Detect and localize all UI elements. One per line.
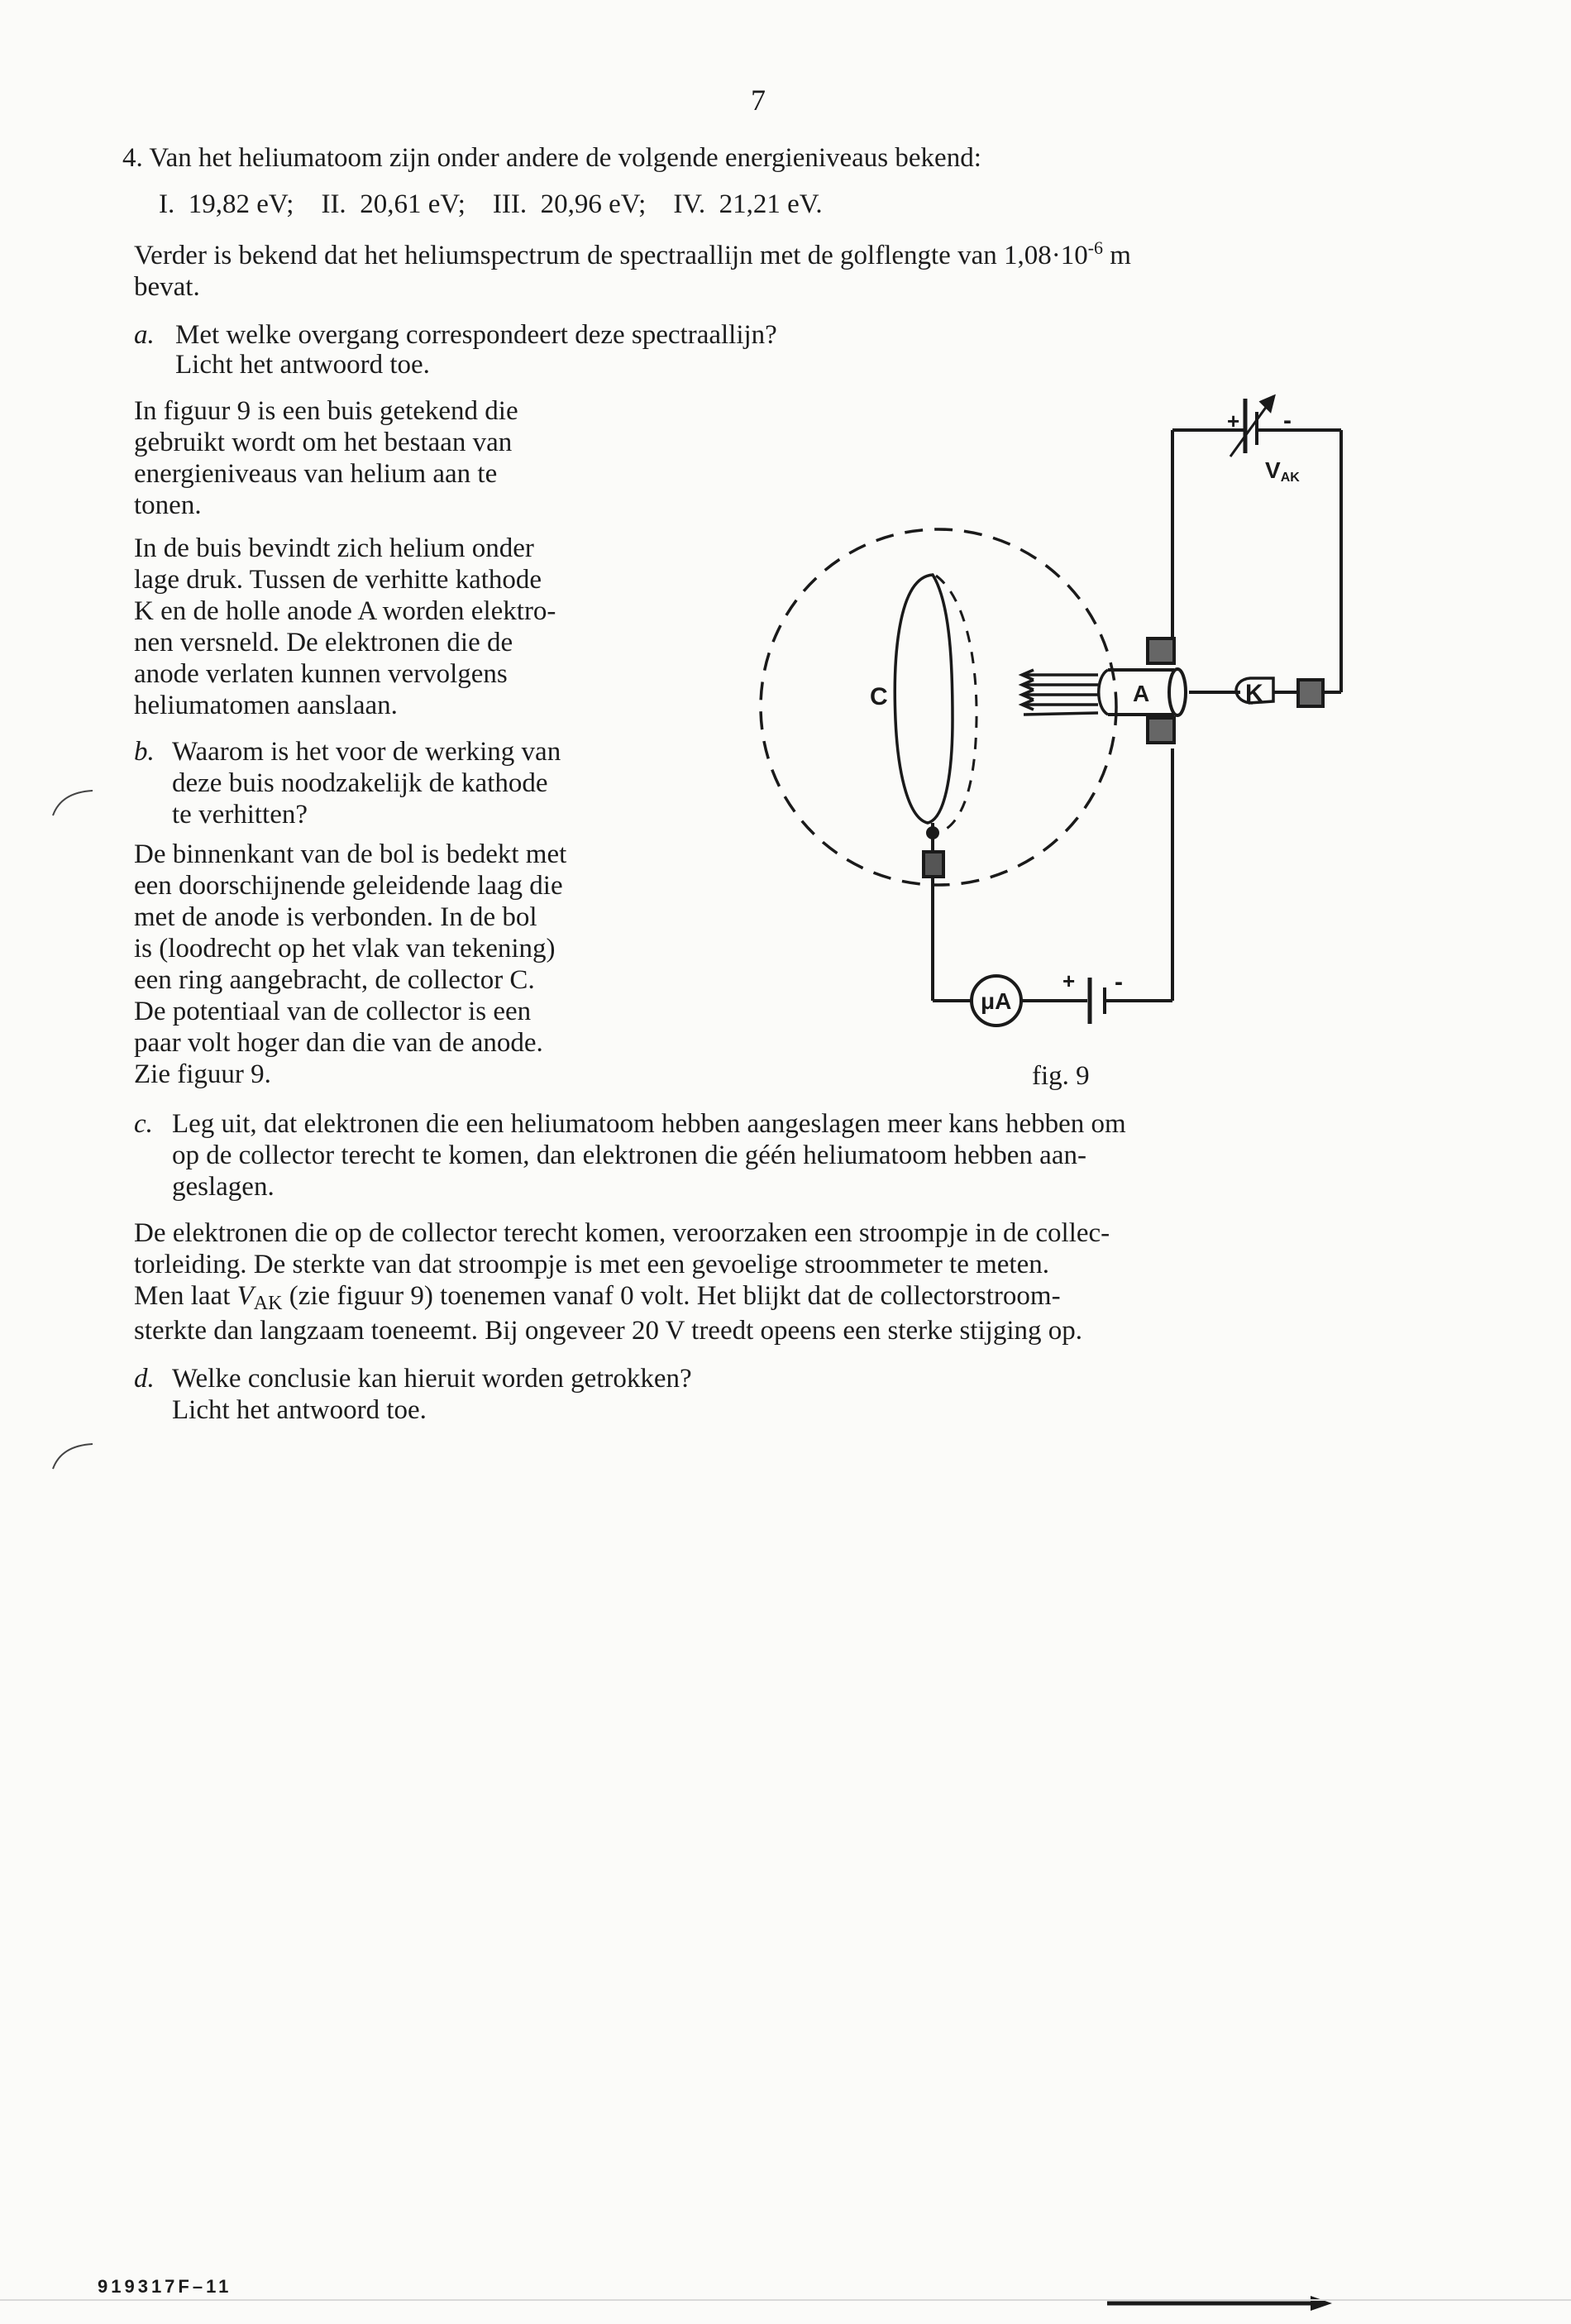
para2-line: nen versneld. De elektronen die de xyxy=(134,628,513,658)
subquestion-a-line1: Met welke overgang correspondeert deze spectraallijn? xyxy=(175,320,777,350)
label-plus-bottom: + xyxy=(1062,968,1076,993)
footer-code: 919317F–11 xyxy=(98,2276,232,2297)
para4-text: Men laat xyxy=(134,1281,237,1311)
spectrum-unit: m xyxy=(1103,241,1131,270)
exponent: -6 xyxy=(1087,237,1104,258)
next-page-arrow-icon xyxy=(1104,2291,1335,2316)
spectrum-text-line1 xyxy=(134,237,1131,274)
question-intro xyxy=(122,142,981,174)
para4-line3 xyxy=(134,1280,1061,1314)
collector-ring xyxy=(895,575,953,823)
page-bottom-rule xyxy=(0,2299,1571,2301)
figure-9-diagram xyxy=(744,389,1356,1100)
label-vak: VAK xyxy=(1265,457,1300,485)
para2-line: anode verlaten kunnen vervolgens xyxy=(134,659,508,689)
para2-line: lage druk. Tussen de verhitte kathode xyxy=(134,565,542,595)
label-microammeter: μA xyxy=(981,988,1012,1014)
para1-line: In figuur 9 is een buis getekend die xyxy=(134,396,518,426)
question-number: 4. xyxy=(122,143,143,173)
subquestion-c-line: Leg uit, dat elektronen die een heliumatoom hebben aangeslagen meer kans hebben om xyxy=(172,1109,1126,1139)
subquestion-a-label: a. xyxy=(134,320,155,350)
subquestion-b-line: Waarom is het voor de werking van xyxy=(172,737,561,767)
subquestion-a-line2: Licht het antwoord toe. xyxy=(175,350,430,380)
label-collector: C xyxy=(870,683,888,710)
page-number: 7 xyxy=(751,84,766,117)
para3-line: Zie figuur 9. xyxy=(134,1059,271,1089)
subquestion-d-line2: Licht het antwoord toe. xyxy=(172,1395,427,1425)
electron-beam-arrows xyxy=(1022,670,1098,715)
subquestion-c-line: geslagen. xyxy=(172,1172,275,1202)
label-anode: A xyxy=(1133,681,1150,706)
para3-line: is (loodrecht op het vlak van tekening) xyxy=(134,934,556,964)
level-label: I. xyxy=(159,189,175,219)
subquestion-b-line: deze buis noodzakelijk de kathode xyxy=(172,768,548,798)
subquestion-b-label: b. xyxy=(134,737,155,767)
question-intro-text: Van het heliumatoom zijn onder andere de volgende energieniveaus bekend: xyxy=(149,143,981,173)
label-cathode: K xyxy=(1245,680,1263,707)
label-plus-top: + xyxy=(1227,409,1240,433)
spectrum-text-line2: bevat. xyxy=(134,272,200,302)
seal-block-cathode xyxy=(1298,680,1323,706)
subquestion-b-line: te verhitten? xyxy=(172,800,308,830)
subquestion-d-label: d. xyxy=(134,1364,155,1394)
level-value: 20,96 eV; xyxy=(540,189,647,219)
subquestion-c-label: c. xyxy=(134,1109,153,1139)
para2-line: K en de holle anode A worden elektro- xyxy=(134,596,556,626)
para4-text: (zie figuur 9) toenemen vanaf 0 volt. Het blijkt dat de collectorstroom- xyxy=(282,1281,1061,1311)
level-label: IV. xyxy=(673,189,706,219)
para4-line4: sterkte dan langzaam toeneemt. Bij ongeveer 20 V treedt opeens een sterke stijging op. xyxy=(134,1316,1083,1346)
label-minus-top: - xyxy=(1283,407,1292,434)
level-value: 20,61 eV; xyxy=(360,189,466,219)
seal-block-anode-bottom xyxy=(1148,718,1174,743)
subquestion-d-line1: Welke conclusie kan hieruit worden getrokken? xyxy=(172,1364,692,1394)
para1-line: tonen. xyxy=(134,490,202,520)
seal-block-bottom xyxy=(924,852,943,877)
variable-subscript: AK xyxy=(253,1293,283,1314)
margin-mark xyxy=(50,786,99,819)
para3-line: met de anode is verbonden. In de bol xyxy=(134,902,537,932)
level-label: II. xyxy=(321,189,346,219)
spectrum-text: Verder is bekend dat het heliumspectrum de spectraallijn met de golflengte van 1,08·10 xyxy=(134,241,1088,270)
para4-line1: De elektronen die op de collector terecht komen, veroorzaken een stroompje in de collec- xyxy=(134,1218,1110,1248)
label-minus-bottom: - xyxy=(1115,968,1123,996)
para3-line: een ring aangebracht, de collector C. xyxy=(134,965,535,995)
level-label: III. xyxy=(492,189,528,219)
para3-line: een doorschijnende geleidende laag die xyxy=(134,871,563,901)
energy-levels xyxy=(159,189,823,220)
margin-mark xyxy=(50,1439,99,1472)
collector-ring-back xyxy=(936,576,977,831)
collector-junction-dot xyxy=(928,828,938,838)
para1-line: gebruikt wordt om het bestaan van xyxy=(134,428,513,457)
para1-line: energieniveaus van helium aan te xyxy=(134,459,498,489)
para4-line2: torleiding. De sterkte van dat stroompje is met een gevoelige stroommeter te meten. xyxy=(134,1250,1049,1279)
para3-line: paar volt hoger dan die van de anode. xyxy=(134,1028,543,1058)
variable-v: V xyxy=(236,1281,254,1311)
para2-line: heliumatomen aanslaan. xyxy=(134,691,398,720)
para3-line: De binnenkant van de bol is bedekt met xyxy=(134,839,567,869)
seal-block-anode-top xyxy=(1148,638,1174,663)
anode-opening xyxy=(1169,669,1186,715)
level-value: 19,82 eV; xyxy=(188,189,294,219)
figure-caption: fig. 9 xyxy=(1032,1061,1090,1091)
para2-line: In de buis bevindt zich helium onder xyxy=(134,533,534,563)
level-value: 21,21 eV. xyxy=(719,189,823,219)
subquestion-c-line: op de collector terecht te komen, dan elektronen die géén heliumatoom hebben aan- xyxy=(172,1140,1086,1170)
para3-line: De potentiaal van de collector is een xyxy=(134,997,532,1026)
